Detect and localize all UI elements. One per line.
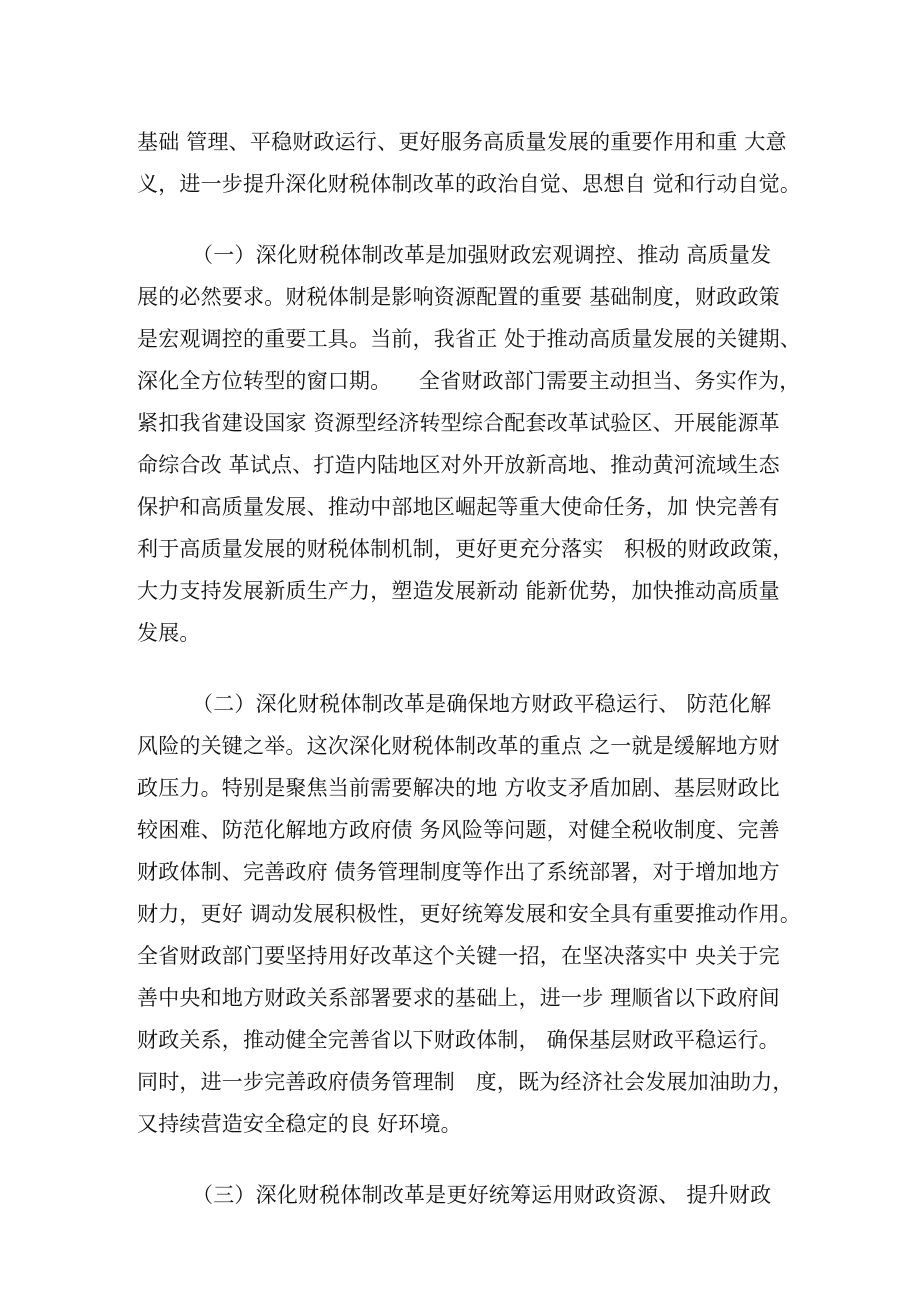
text-line: 发展。 (137, 621, 201, 645)
text-line: 是宏观调控的重要工具。当前，我省正 处于推动高质量发展的关键期、 (137, 327, 802, 351)
text-line: 又持续营造安全稳定的良 好环境。 (137, 1112, 462, 1136)
text-line: （一）深化财税体制改革是加强财政宏观调控、推动 高质量发 (137, 243, 772, 267)
text-line: 较困难、防范化解地方政府债 务风险等问题，对健全税收制度、完善 (137, 818, 780, 842)
text-line: 善中央和地方财政关系部署要求的基础上，进一步 理顺省以下政府间 (137, 986, 780, 1010)
text-line: 深化全方位转型的窗口期。 全省财政部门需要主动担当、务实作为， (137, 369, 801, 393)
paragraph-section-1 (137, 234, 807, 654)
text-line: 全省财政部门要坚持用好改革这个关键一招，在坚决落实中 央关于完 (137, 944, 780, 968)
paragraph-intro (137, 121, 807, 205)
text-line: 同时，进一步完善政府债务管理制 度，既为经济社会发展加油助力， (137, 1070, 794, 1094)
document-body (137, 121, 807, 1216)
text-line: 财力，更好 调动发展积极性，更好统筹发展和安全具有重要推动作用。 (137, 902, 802, 926)
text-line: 展的必然要求。财税体制是影响资源配置的重要 基础制度，财政政策 (137, 285, 780, 309)
text-line: 风险的关键之举。这次深化财税体制改革的重点 之一就是缓解地方财 (137, 734, 780, 758)
text-line: 义，进一步提升深化财税体制改革的政治自觉、思想自 觉和行动自觉。 (137, 172, 802, 196)
text-line: 财政关系，推动健全完善省以下财政体制， 确保基层财政平稳运行。 (137, 1028, 780, 1052)
text-line: （二）深化财税体制改革是确保地方财政平稳运行、 防范化解 (137, 692, 772, 716)
text-line: （三）深化财税体制改革是更好统筹运用财政资源、 提升财政 (137, 1183, 772, 1207)
text-line: 财政体制、完善政府 债务管理制度等作出了系统部署，对于增加地方 (137, 860, 780, 884)
paragraph-section-2 (137, 683, 807, 1145)
text-line: 大力支持发展新质生产力，塑造发展新动 能新优势，加快推动高质量 (137, 579, 780, 603)
text-line: 保护和高质量发展、推动中部地区崛起等重大使命任务，加 快完善有 (137, 495, 780, 519)
text-line: 紧扣我省建设国家 资源型经济转型综合配套改革试验区、开展能源革 (137, 411, 780, 435)
text-line: 命综合改 革试点、打造内陆地区对外开放新高地、推动黄河流域生态 (137, 453, 780, 477)
text-line: 基础 管理、平稳财政运行、更好服务高质量发展的重要作用和重 大意 (137, 130, 787, 154)
text-line: 政压力。特别是聚焦当前需要解决的地 方收支矛盾加剧、基层财政比 (137, 776, 780, 800)
paragraph-section-3 (137, 1174, 807, 1216)
text-line: 利于高质量发展的财税体制机制，更好更充分落实 积极的财政政策， (137, 537, 794, 561)
